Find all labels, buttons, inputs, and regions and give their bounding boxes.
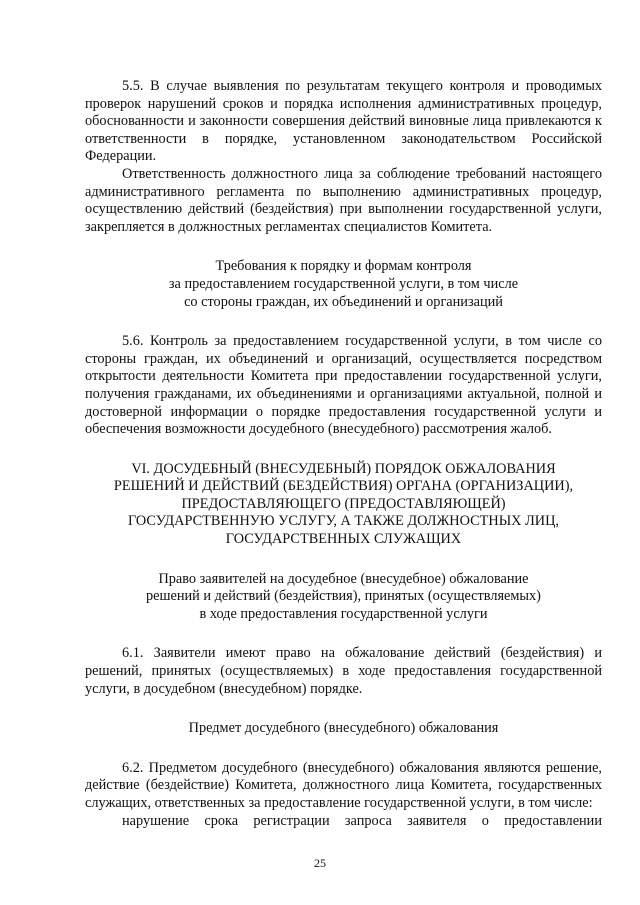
chapter-heading-line: ПРЕДОСТАВЛЯЮЩЕГО (ПРЕДОСТАВЛЯЮЩЕЙ) xyxy=(181,495,506,512)
heading-line: решений и действий (бездействия), принятых (осуществляемых) xyxy=(146,588,541,605)
paragraph-registration-violation: нарушение срока регистрации запроса заявителя о предоставлении xyxy=(122,812,602,829)
document-body xyxy=(85,78,602,830)
paragraph-6-1: 6.1. Заявители имеют право на обжалование действий (бездействия) и решений, принятых (осуществляемых) в ходе предоставления государственной услуги, в досудебном (внесудебном) порядке. xyxy=(85,645,602,697)
paragraph-5-6: 5.6. Контроль за предоставлением государственной услуги, в том числе со стороны граждан, их объединений и организаций, осуществляется посредством открытости деятельности Комитета при предоставлении государственной услуги, получения гражданами, их объединениями и организациями актуальной, полной и достоверной информации о порядке предоставления государственной услуги и обеспечения возможности досудебного (внесудебного) рассмотрения жалоб. xyxy=(85,333,602,438)
chapter-heading-vi xyxy=(85,461,602,549)
heading-line: за предоставлением государственной услуги, в том числе xyxy=(168,275,519,292)
page-number: 25 xyxy=(314,856,326,870)
heading-line: в ходе предоставления государственной услуги xyxy=(199,605,488,622)
heading-line: Требования к порядку и формам контроля xyxy=(215,258,472,275)
chapter-heading-line: ГОСУДАРСТВЕННУЮ УСЛУГУ, А ТАКЖЕ ДОЛЖНОСТНЫХ ЛИЦ, xyxy=(127,513,559,530)
chapter-heading-line: VI. ДОСУДЕБНЫЙ (ВНЕСУДЕБНЫЙ) ПОРЯДОК ОБЖАЛОВАНИЯ xyxy=(131,460,556,477)
chapter-heading-line: РЕШЕНИЙ И ДЕЙСТВИЙ (БЕЗДЕЙСТВИЯ) ОРГАНА (ОРГАНИЗАЦИИ), xyxy=(113,478,574,495)
section-heading-control-requirements xyxy=(85,258,602,311)
chapter-heading-line: ГОСУДАРСТВЕННЫХ СЛУЖАЩИХ xyxy=(225,531,462,548)
section-heading-appeal-subject xyxy=(85,720,602,738)
paragraph-5-5: 5.5. В случае выявления по результатам текущего контроля и проводимых проверок нарушений сроков и порядка исполнения административных процедур, обоснованности и законности совершения действий виновные лица привлекаются к ответственности в порядке, установленном законодательством Российской Федерации. xyxy=(85,78,602,165)
paragraph-responsibility: Ответственность должностного лица за соблюдение требований настоящего административного регламента по выполнению административных процедур, осуществлению действий (бездействия) при выполнении государственной услуги, закрепляется в должностных регламентах специалистов Комитета. xyxy=(85,165,602,235)
heading-line: Предмет досудебного (внесудебного) обжалования xyxy=(188,720,499,737)
paragraph-6-2: 6.2. Предметом досудебного (внесудебного) обжалования являются решение, действие (бездействие) Комитета, должностного лица Комитета, государственных служащих, ответственных за предоставление государственной услуги, в том числе: xyxy=(85,759,602,811)
heading-line: Право заявителей на досудебное (внесудебное) обжалование xyxy=(158,570,529,587)
heading-line: со стороны граждан, их объединений и организаций xyxy=(184,293,503,310)
section-heading-appeal-right xyxy=(85,571,602,624)
